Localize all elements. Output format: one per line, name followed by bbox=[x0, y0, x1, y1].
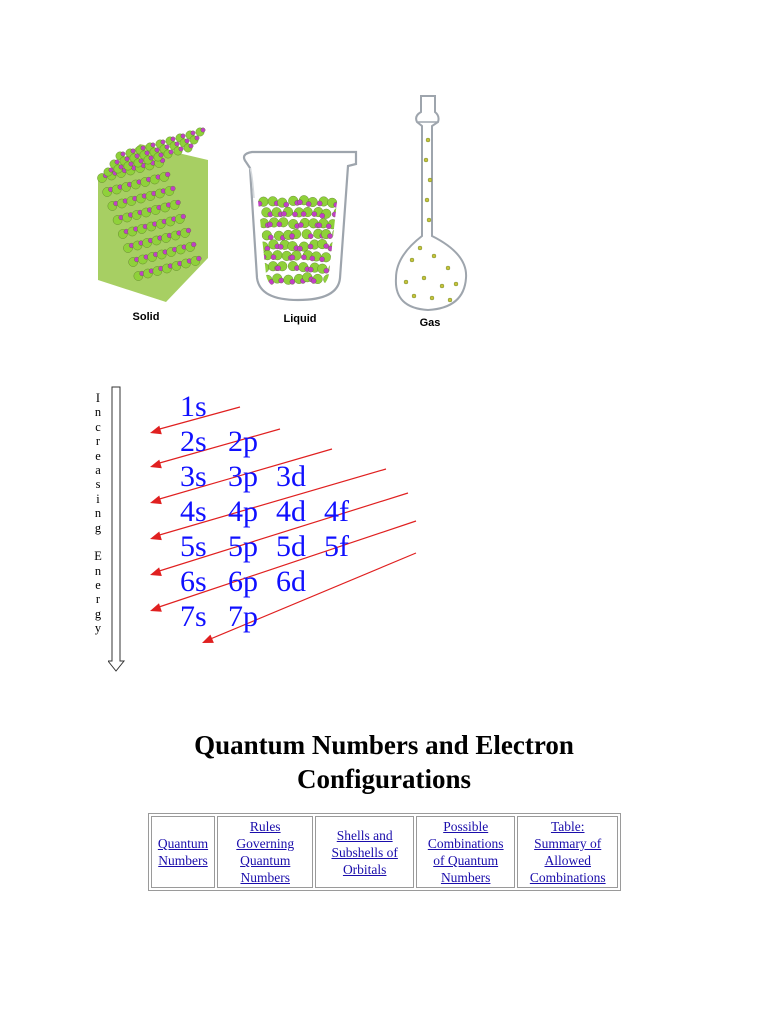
atom bbox=[169, 150, 173, 154]
page-title bbox=[120, 728, 648, 796]
energy-letter: n bbox=[94, 506, 102, 521]
molecule-part bbox=[259, 263, 269, 273]
atom bbox=[159, 153, 163, 157]
molecule-part bbox=[284, 202, 289, 207]
molecule-part bbox=[292, 212, 297, 217]
arrowhead-icon bbox=[150, 603, 162, 612]
orbital-4d: 4d bbox=[276, 495, 306, 528]
molecule-part bbox=[332, 212, 337, 217]
atom bbox=[171, 186, 176, 191]
atom bbox=[181, 214, 186, 219]
energy-letter: n bbox=[94, 563, 102, 578]
molecule-part bbox=[306, 201, 311, 206]
orbital-2p: 2p bbox=[228, 425, 258, 458]
energy-letter: y bbox=[94, 621, 102, 636]
atom bbox=[176, 200, 181, 205]
molecule-part bbox=[312, 211, 317, 216]
increasing-energy-label bbox=[88, 391, 108, 636]
atom bbox=[185, 139, 189, 143]
atom bbox=[171, 137, 175, 141]
atom bbox=[145, 151, 149, 155]
energy-letter: E bbox=[94, 549, 102, 564]
gas-particle bbox=[454, 282, 458, 286]
gas-particle bbox=[418, 246, 422, 250]
nav-cell bbox=[517, 816, 618, 888]
molecule-part bbox=[308, 244, 313, 249]
molecule-part bbox=[258, 267, 263, 272]
energy-letter: I bbox=[95, 391, 101, 405]
solid-label: Solid bbox=[132, 311, 160, 323]
gas-particle bbox=[425, 198, 429, 202]
molecule-part bbox=[320, 213, 325, 218]
atom bbox=[191, 131, 195, 135]
page-title-line-2: Configurations bbox=[296, 764, 472, 794]
energy-letter: g bbox=[94, 606, 102, 621]
energy-letter: a bbox=[95, 462, 101, 477]
molecule-part bbox=[271, 255, 276, 260]
molecule-part bbox=[324, 268, 329, 273]
orbital-5s: 5s bbox=[180, 530, 207, 563]
states-of-matter-figure bbox=[80, 88, 480, 338]
molecule-part bbox=[278, 244, 283, 249]
link-table-summary[interactable]: Table: Summary of Allowed Combinations bbox=[529, 819, 606, 885]
nav-cell bbox=[416, 816, 516, 888]
atom bbox=[121, 152, 125, 156]
atom bbox=[201, 128, 205, 132]
molecule-part bbox=[327, 233, 332, 238]
orbital-5f: 5f bbox=[324, 530, 349, 563]
atom bbox=[149, 156, 153, 160]
molecule-part bbox=[301, 211, 306, 216]
molecule-part bbox=[311, 278, 316, 283]
link-shells-and-subshells[interactable]: Shells and Subshells of Orbitals bbox=[331, 827, 398, 877]
molecule-part bbox=[257, 201, 262, 206]
arrowhead-icon bbox=[150, 496, 162, 505]
arrowhead-icon bbox=[202, 635, 214, 643]
atom bbox=[115, 160, 119, 164]
atom bbox=[165, 145, 169, 149]
atom bbox=[151, 143, 155, 147]
molecule-part bbox=[290, 255, 295, 260]
orbital-5d: 5d bbox=[276, 530, 306, 563]
energy-letter: e bbox=[95, 578, 101, 593]
gas-particle bbox=[404, 280, 408, 284]
orbital-5p: 5p bbox=[228, 530, 258, 563]
gas-particle bbox=[440, 284, 444, 288]
orbital-3d: 3d bbox=[276, 460, 306, 493]
link-quantum-numbers[interactable]: Quantum Numbers bbox=[157, 836, 209, 868]
gas-label: Gas bbox=[419, 317, 441, 329]
orbital-4p: 4p bbox=[228, 495, 258, 528]
energy-letter: i bbox=[96, 491, 100, 506]
table-row bbox=[151, 816, 618, 888]
link-possible-combinations[interactable]: Possible Combinations of Quantum Numbers bbox=[427, 819, 504, 885]
orbital-3p: 3p bbox=[228, 460, 258, 493]
arrowhead-icon bbox=[150, 567, 162, 576]
gas-particle bbox=[410, 258, 414, 262]
gas-particle bbox=[428, 178, 432, 182]
atom bbox=[155, 148, 159, 152]
gas-particle bbox=[432, 254, 436, 258]
link-rules-governing-quantum-numbers[interactable]: Rules Governing Quantum Numbers bbox=[236, 819, 295, 885]
atom bbox=[181, 134, 185, 138]
atom bbox=[161, 140, 165, 144]
molecule-part bbox=[334, 202, 339, 207]
down-arrow-icon bbox=[108, 385, 128, 675]
molecule-part bbox=[308, 234, 313, 239]
diagonal-arrow bbox=[156, 425, 280, 464]
gas-particle bbox=[427, 218, 431, 222]
arrowhead-icon bbox=[150, 426, 162, 435]
orbital-4f: 4f bbox=[324, 495, 349, 528]
atom bbox=[195, 136, 199, 140]
molecule-part bbox=[298, 222, 303, 227]
atom bbox=[165, 172, 170, 177]
energy-letter: s bbox=[95, 477, 101, 492]
energy-letter: r bbox=[95, 434, 101, 449]
orbital-2s: 2s bbox=[180, 425, 207, 458]
molecule-part bbox=[281, 211, 286, 216]
atom bbox=[175, 142, 179, 146]
molecule-part bbox=[297, 246, 302, 251]
atom bbox=[131, 149, 135, 153]
orbital-6d: 6d bbox=[276, 565, 306, 598]
orbital-3s: 3s bbox=[180, 460, 207, 493]
nav-cell bbox=[151, 816, 215, 888]
molecule-part bbox=[297, 200, 302, 205]
molecule-part bbox=[317, 223, 322, 228]
atom bbox=[125, 157, 129, 161]
gas-particle bbox=[424, 158, 428, 162]
nav-cell bbox=[217, 816, 313, 888]
molecule-part bbox=[333, 228, 343, 238]
molecule-part bbox=[308, 267, 313, 272]
liquid-beaker bbox=[244, 152, 356, 300]
molecule-part bbox=[317, 201, 322, 206]
atom bbox=[139, 159, 143, 163]
atom bbox=[129, 162, 133, 166]
arrowhead-icon bbox=[150, 532, 162, 541]
molecule-part bbox=[319, 257, 324, 262]
energy-letter: g bbox=[94, 520, 102, 535]
atom bbox=[119, 165, 123, 169]
atom bbox=[186, 228, 191, 233]
energy-letter: n bbox=[94, 405, 102, 420]
molecule-part bbox=[329, 264, 339, 274]
energy-letter: c bbox=[95, 419, 101, 434]
molecule-part bbox=[276, 266, 281, 271]
increasing-energy-axis bbox=[88, 385, 128, 675]
molecule-part bbox=[323, 275, 333, 285]
gas-particle bbox=[426, 138, 430, 142]
solid-crystal bbox=[97, 128, 208, 302]
topic-navigation-table bbox=[148, 813, 621, 891]
page-title-line-1: Quantum Numbers and Electron bbox=[194, 730, 574, 760]
molecule-part bbox=[328, 246, 333, 251]
atom bbox=[191, 242, 196, 247]
molecule-part bbox=[310, 256, 315, 261]
energy-letter: r bbox=[95, 592, 101, 607]
arrowhead-icon bbox=[150, 460, 162, 469]
orbital-1s: 1s bbox=[180, 390, 207, 423]
molecule-part bbox=[326, 224, 331, 229]
states-illustration bbox=[80, 88, 480, 338]
molecule-part bbox=[330, 279, 335, 284]
atom bbox=[141, 146, 145, 150]
orbital-7s: 7s bbox=[180, 600, 207, 633]
orbital-6s: 6s bbox=[180, 565, 207, 598]
molecule-part bbox=[277, 222, 282, 227]
gas-particle bbox=[448, 298, 452, 302]
nav-cell bbox=[315, 816, 414, 888]
molecule-part bbox=[261, 255, 266, 260]
atom bbox=[189, 144, 193, 148]
atom bbox=[197, 256, 202, 261]
orbital-6p: 6p bbox=[228, 565, 258, 598]
molecule-part bbox=[289, 233, 294, 238]
gas-particle bbox=[412, 294, 416, 298]
atom bbox=[135, 154, 139, 158]
molecule-part bbox=[279, 278, 284, 283]
molecule-part bbox=[301, 255, 306, 260]
gas-particle bbox=[446, 266, 450, 270]
atom bbox=[179, 147, 183, 151]
gas-flask bbox=[396, 96, 466, 310]
liquid-label: Liquid bbox=[283, 313, 317, 325]
gas-particle bbox=[422, 276, 426, 280]
gas-particle bbox=[430, 296, 434, 300]
orbital-7p: 7p bbox=[228, 600, 258, 633]
orbital-4s: 4s bbox=[180, 495, 207, 528]
atom bbox=[109, 168, 113, 172]
molecule-part bbox=[268, 235, 273, 240]
orbital-filling-diagram bbox=[140, 385, 440, 650]
molecule-part bbox=[267, 222, 272, 227]
energy-letter: e bbox=[95, 448, 101, 463]
